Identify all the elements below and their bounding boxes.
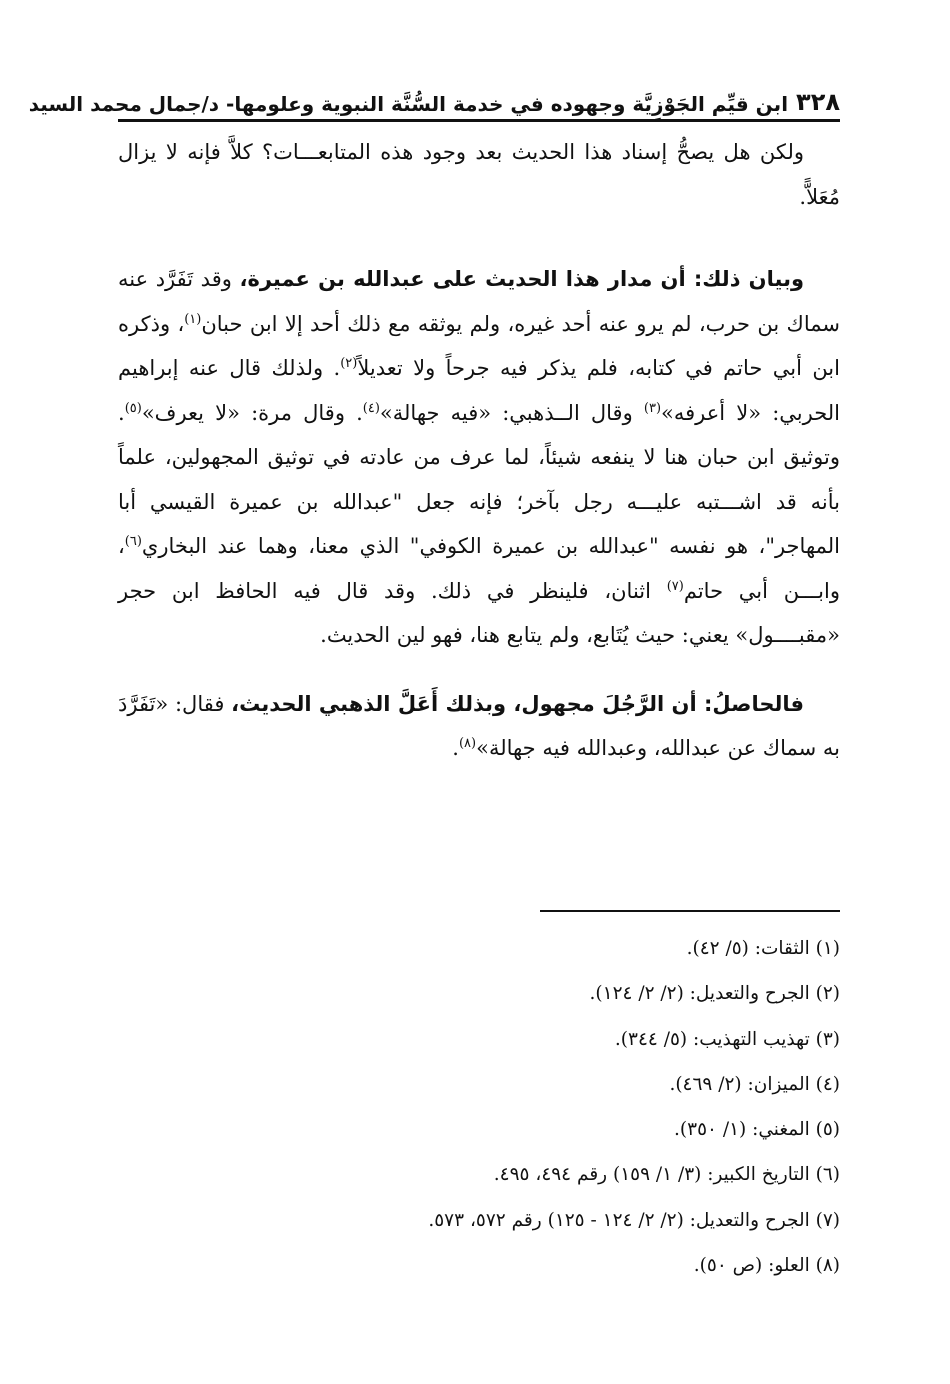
footnote-2: (٢) الجرح والتعديل: (٢/ ٢/ ١٢٤). [589,983,840,1005]
paragraph-2-text: وقد تَفَرَّد عنه سماك بن حرب، لم يرو عنه أحد غيره، ولم يوثقه مع ذلك أحد إلا ابن حبان [118,267,840,336]
footnotes-list [118,926,840,1288]
footnote-7: (٧) الجرح والتعديل: (٢/ ٢/ ١٢٤ - ١٢٥) رقم ٥٧٢، ٥٧٣. [428,1209,840,1231]
page-number: ٣٢٨ [796,88,840,116]
footnote-1: (١) الثقات: (٥/ ٤٢). [686,938,840,959]
footnote-5: (٥) المغني: (١/ ٣٥٠). [674,1119,840,1141]
paragraph-2-text: . ولذلك قال عنه إبراهيم الحربي: «لا أعرفه» [118,356,840,425]
paragraph-2-text: ، وابـــن أبي حاتم [118,534,840,603]
paragraph-2 [118,257,840,658]
paragraph-2-text: ، وذكره ابن أبي حاتم في كتابه، فلم يذكر فيه جرحاً ولا تعديلاً [118,311,840,380]
footnote-ref-3[interactable]: (٣) [643,400,662,416]
header-title: ابن قيِّم الجَوْزِيَّة وجهوده في خدمة السُّنَّة النبوية وعلومها- د/جمال محمد السيد [28,92,789,116]
footnote-3: (٣) تهذيب التهذيب: (٥/ ٣٤٤). [614,1028,840,1050]
footnote-divider [540,910,840,912]
paragraph-2-text: اثنان، فلينظر في ذلك. وقد قال فيه الحافظ ابن حجر «مقبــــول» يعني: حيث يُتَابع، ولم يتابع هنا، فهو لين الحديث. [118,578,840,647]
running-header [28,84,840,122]
paragraph-3-text: . [452,736,459,760]
paragraph-2-text: وقال الــذهبي: «فيه جهالة» [379,400,644,425]
paragraph-3 [118,682,840,771]
footnote-8: (٨) العلو: (ص ٥٠). [693,1255,840,1277]
paragraph-1: ولكن هل يصحُّ إسناد هذا الحديث بعد وجود هذه المتابعـــات؟ كلاَّ فإنه لا يزال مُعَلاًّ. [118,140,840,209]
footnote-ref-6[interactable]: (٦) [124,534,142,549]
footnote-ref-4[interactable]: (٤) [362,400,380,416]
paragraph-3-lead: فالحاصلُ: أن الرَّجُلَ مجهول، وبذلك أَعَلَّ الذهبي الحديث، [231,691,804,716]
footnote-6: (٦) التاريخ الكبير: (٣/ ١/ ١٥٩) رقم ٤٩٤، ٤٩٥. [493,1164,840,1186]
footnote-ref-5[interactable]: (٥) [124,400,142,416]
paragraph-2-lead: وبيان ذلك: أن مدار هذا الحديث على عبدالله بن عميرة، [239,267,805,291]
paragraph-spacer [118,658,840,682]
paragraph-3-text: فقال: «تَفَرَّدَ به سماك عن عبدالله، وعبدالله فيه جهالة» [118,691,840,760]
main-text [118,130,840,771]
footnote-ref-2[interactable]: (٢) [340,356,358,371]
footnote-4: (٤) الميزان: (٢/ ٤٦٩). [669,1073,840,1095]
footnote-ref-8[interactable]: (٨) [458,736,477,751]
paragraph-2-text: . وتوثيق ابن حبان هنا لا ينفعه شيئاً، لما عرف من عادته في توثيق المجهولين، علماً بأنه قد اشـــتبه عليـــه رجل بآخر؛ فإنه جعل "عبدالله بن عميرة القيسي أبا المهاجر"، هو نفسه "عبدالله بن عميرة الكوفي" الذي معنا، وهما عند البخاري [118,400,840,558]
paragraph-spacer [118,219,840,257]
footnote-ref-7[interactable]: (٧) [666,578,684,594]
paragraph-2-text: . وقال مرة: «لا يعرف» [141,400,363,425]
footnote-ref-1[interactable]: (١) [184,311,202,327]
